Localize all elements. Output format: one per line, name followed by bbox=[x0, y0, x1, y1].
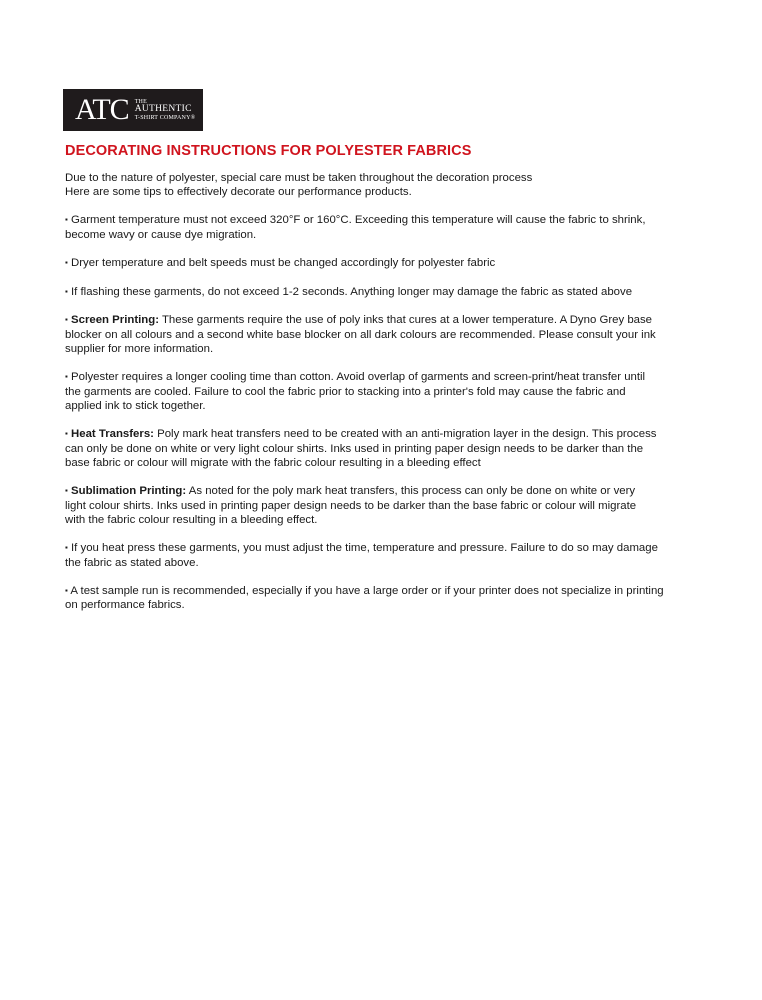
paragraph-text: As noted for the poly mark heat transfers, this process can only be done on white or very bbox=[188, 485, 636, 498]
paragraph-line bbox=[65, 385, 661, 399]
paragraph-text: base fabric or colour will migrate with the fabric colour resulting in a bleeding effect bbox=[65, 456, 481, 469]
instruction-paragraph bbox=[65, 285, 661, 299]
paragraph-heading: Sublimation Printing: bbox=[71, 485, 187, 498]
instruction-paragraph bbox=[65, 213, 661, 241]
paragraph-text: the garments are cooled. Failure to cool the fabric prior to stacking into a printer's fold may cause the fabric and bbox=[65, 385, 626, 398]
instruction-paragraph bbox=[65, 584, 664, 612]
bullet-icon: ▪ bbox=[65, 372, 68, 382]
paragraph-text: blocker on all colours and a second white base blocker on all dark colours are recommended. Please consult your ink bbox=[65, 328, 656, 341]
instruction-paragraph bbox=[65, 541, 661, 569]
paragraph-line bbox=[65, 513, 661, 527]
paragraph-line bbox=[65, 427, 661, 441]
paragraph-text: These garments require the use of poly inks that cures at a lower temperature. A Dyno Grey base bbox=[161, 314, 653, 327]
bullet-icon: ▪ bbox=[65, 586, 68, 596]
paragraph-line bbox=[65, 541, 661, 555]
document-body bbox=[65, 171, 664, 627]
instruction-paragraph bbox=[65, 484, 661, 527]
logo-company-name bbox=[135, 99, 196, 121]
paragraph-text: Dryer temperature and belt speeds must be changed accordingly for polyester fabric bbox=[71, 257, 496, 270]
paragraph-line bbox=[65, 256, 661, 270]
paragraph-line bbox=[65, 442, 661, 456]
paragraph-text: the fabric as stated above. bbox=[65, 556, 199, 569]
paragraph-line bbox=[65, 328, 661, 342]
page-title: DECORATING INSTRUCTIONS FOR POLYESTER FABRICS bbox=[65, 143, 472, 159]
bullet-icon: ▪ bbox=[65, 543, 68, 553]
paragraph-line bbox=[65, 342, 661, 356]
paragraph-text: supplier for more information. bbox=[65, 342, 214, 355]
bullet-icon: ▪ bbox=[65, 258, 68, 268]
paragraph-line bbox=[65, 499, 661, 513]
paragraph-line bbox=[65, 213, 661, 227]
paragraph-line bbox=[65, 456, 661, 470]
bullet-icon: ▪ bbox=[65, 215, 68, 225]
bullet-icon: ▪ bbox=[65, 429, 68, 439]
paragraph-text: applied ink to stick together. bbox=[65, 399, 206, 412]
paragraph-line bbox=[65, 313, 661, 327]
paragraph-line bbox=[65, 399, 661, 413]
intro-text bbox=[65, 171, 661, 199]
paragraph-line bbox=[65, 484, 661, 498]
paragraph-text: can only be done on white or very light colour shirts. Inks used in printing paper design needs to be darker than the bbox=[65, 442, 644, 455]
paragraph-text: with the fabric colour resulting in a bleeding effect. bbox=[65, 513, 318, 526]
logo-name-line3: T-SHIRT COMPANY® bbox=[134, 114, 196, 121]
intro-line: Due to the nature of polyester, special care must be taken throughout the decoration process bbox=[65, 172, 533, 184]
instruction-paragraph bbox=[65, 427, 661, 470]
paragraph-text: light colour shirts. Inks used in printing paper design needs to be darker than the base fabric or colour will migrate bbox=[65, 499, 637, 512]
paragraph-line bbox=[65, 584, 664, 598]
paragraph-line bbox=[65, 370, 661, 384]
paragraph-text: Poly mark heat transfers need to be created with an anti-migration layer in the design. This process bbox=[157, 428, 657, 441]
logo-name-line1: THE bbox=[134, 99, 147, 106]
paragraph-heading: Screen Printing: bbox=[71, 314, 159, 327]
paragraph-text: Polyester requires a longer cooling time than cotton. Avoid overlap of garments and screen-print/heat transfer until bbox=[71, 371, 646, 384]
instruction-paragraph bbox=[65, 256, 661, 270]
paragraph-text: on performance fabrics. bbox=[65, 599, 185, 612]
intro-line: Here are some tips to effectively decorate our performance products. bbox=[65, 186, 412, 199]
paragraph-text: If you heat press these garments, you must adjust the time, temperature and pressure. Failure to do so may damage bbox=[71, 542, 658, 555]
paragraph-heading: Heat Transfers: bbox=[71, 428, 154, 441]
paragraph-text: If flashing these garments, do not exceed 1-2 seconds. Anything longer may damage the fabric as stated above bbox=[71, 285, 633, 298]
paragraph-text: become wavy or cause dye migration. bbox=[65, 228, 257, 241]
instruction-paragraph bbox=[65, 370, 661, 413]
bullet-icon: ▪ bbox=[65, 486, 68, 496]
logo-name-line2: AUTHENTIC bbox=[134, 104, 192, 115]
instruction-paragraph bbox=[65, 313, 661, 356]
paragraph-text: A test sample run is recommended, especially if you have a large order or if your printer does not specialize in printing bbox=[70, 585, 664, 598]
paragraph-text: Garment temperature must not exceed 320°F or 160°C. Exceeding this temperature will cause the fabric to shrink, bbox=[71, 214, 646, 227]
paragraph-line bbox=[65, 285, 661, 299]
company-logo bbox=[63, 89, 203, 131]
paragraph-line bbox=[65, 228, 661, 242]
paragraph-line bbox=[65, 598, 661, 612]
logo-mark: ATC bbox=[75, 93, 129, 126]
bullet-icon: ▪ bbox=[65, 286, 68, 296]
bullet-icon: ▪ bbox=[65, 315, 68, 325]
paragraph-line bbox=[65, 556, 661, 570]
